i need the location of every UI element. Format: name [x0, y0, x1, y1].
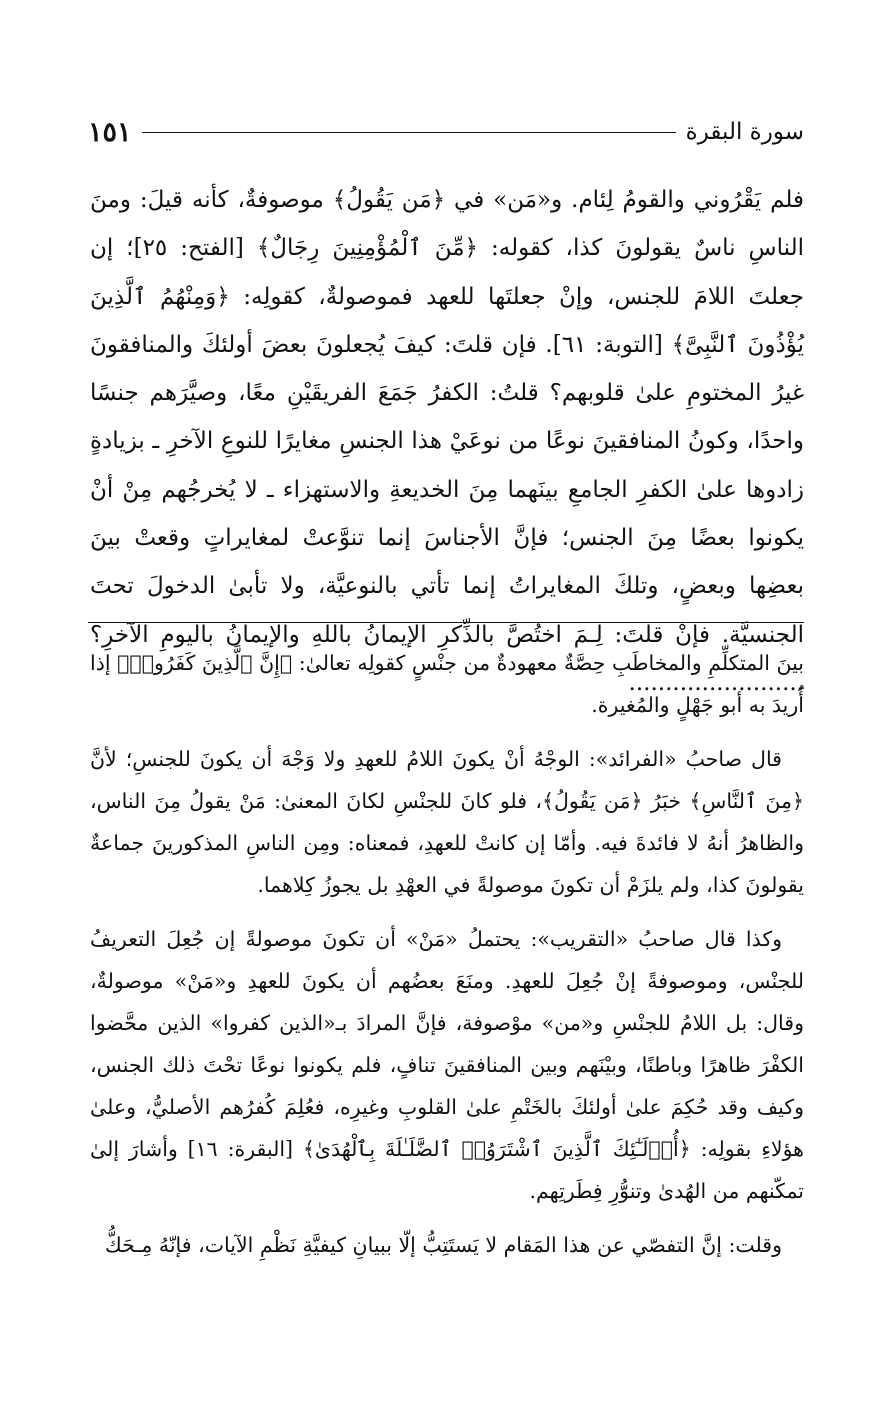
header-rule: [142, 132, 676, 133]
commentary-paragraph: وقلت: إنَّ التفصّي عن هذا المَقام لا يَستَتِبُّ إلّا ببيانِ كيفيَّةِ نَظْمِ الآيات، فإنّهُ مِـحَكُّ: [104, 1233, 782, 1257]
footnote-separator: [88, 622, 804, 623]
page-number: ١٥١: [88, 116, 132, 148]
main-text-block: [90, 176, 804, 707]
commentary-paragraph: بينَ المتكلِّمِ والمخاطَبِ حِصَّةٌ معهودةٌ من جنْسٍ كقولِه تعالىٰ: ﴿إِنَّ ٱلَّذِينَ كَفَرُوا۟﴾ إذا أُريدَ به أبو جَهْلٍ والمُغيرة.: [90, 651, 804, 717]
main-paragraph: فلم يَقْرُوني والقومُ لِئام. و«مَن» في ﴿مَن يَقُولُ﴾ موصوفةٌ، كأنه قيلَ: ومنَ الناسِ ناسٌ يقولونَ كذا، كقوله: ﴿مِّنَ ٱلْمُؤْمِنِينَ رِجَالٌ﴾ [الفتح: ٢٥]؛ إن جعلتَ اللامَ للجنس، وإنْ جعلتَها للعهد فموصولةٌ، كقولِه: ﴿وَمِنْهُمُ ٱلَّذِينَ يُؤْذُونَ ٱلنَّبِىَّ﴾ [التوبة: ٦١]. فإن قلتَ: كيفَ يُجعلونَ بعضَ أولئكَ والمنافقونَ غيرُ المختومِ علىٰ قلوبهم؟ قلتُ: الكفرُ جَمَعَ الفريقَيْنِ معًا، وصيَّرَهم جنسًا واحدًا، وكونُ المنافقينَ نوعًا من نوعَيْ هذا الجنسِ مغايرًا للنوعِ الآخرِ ـ بزيادةٍ زادوها علىٰ الكفرِ الجامعِ بينَهما مِنَ الخديعةِ والاستهزاء ـ لا يُخرجُهم مِنْ أنْ يكونوا بعضًا مِنَ الجنس؛ فإنَّ الأجناسَ إنما تنوَّعتْ لمغايراتٍ وقعتْ بينَ بعضِها وبعضٍ، وتلكَ المغايراتُ إنما تأتي بالنوعيَّة، ولا تأبىٰ الدخولَ تحتَ الجنسيَّة. فإنْ قلتَ: لِـمَ اختُصَّ بالذِّكرِ الإيمانُ باللهِ والإيمانُ باليومِ الآخرِ؟ ........................: [90, 187, 804, 696]
commentary-paragraph: قال صاحبُ «الفرائد»: الوجْهُ أنْ يكونَ اللامُ للعهدِ ولا وَجْهَ أن يكونَ للجنسِ؛ لأنَّ ﴿مِنَ ٱلنَّاسِ﴾ خبَرُ ﴿مَن يَقُولُ﴾، فلو كانَ للجنْسِ لكانَ المعنىٰ: مَنْ يقولُ مِنَ الناس، والظاهرُ أنهُ لا فائدةَ فيه. وأمّا إن كانتْ للعهدِ، فمعناه: ومِن الناسِ المذكورينَ جماعةٌ يقولونَ كذا، ولم يلزَمْ أن تكونَ موصولةً في العهْدِ بل يجوزُ كِلاهما.: [90, 747, 804, 897]
surah-title: سورة البقرة: [685, 119, 804, 145]
commentary-block: [90, 642, 804, 1278]
commentary-paragraph: وكذا قال صاحبُ «التقريب»: يحتملُ «مَنْ» أن تكونَ موصولةً إن جُعِلَ التعريفُ للجنْس، وموصوفةً إنْ جُعِلَ للعهدِ. ومنَعَ بعضُهم أن يكونَ للعهدِ و«مَنْ» موصولةٌ، وقال: بل اللامُ للجنْسِ و«من» موْصوفة، فإنَّ المرادَ بـ«الذين كفروا» الذين محَّضوا الكفْرَ ظاهرًا وباطنًا، وبيْنَهم وبين المنافقينَ تنافٍ، فلم يكونوا نوعًا تحْتَ ذلك الجنس، وكيف وقد حُكِمَ علىٰ أولئكَ بالخَتْمِ علىٰ القلوبِ وغيرِه، فعُلِمَ كُفرُهم الأصليُّ، وعلىٰ هؤلاءِ بقولِه: ﴿أُو۟لَـٰٓئِكَ ٱلَّذِينَ ٱشْتَرَوُا۟ ٱلضَّلَـٰلَةَ بِٱلْهُدَىٰ﴾ [البقرة: ١٦] وأشارَ إلىٰ تمكّنهم من الهُدىٰ وتنوُّرِ فِطَرتِهم.: [90, 927, 804, 1203]
page-header: [88, 112, 804, 152]
